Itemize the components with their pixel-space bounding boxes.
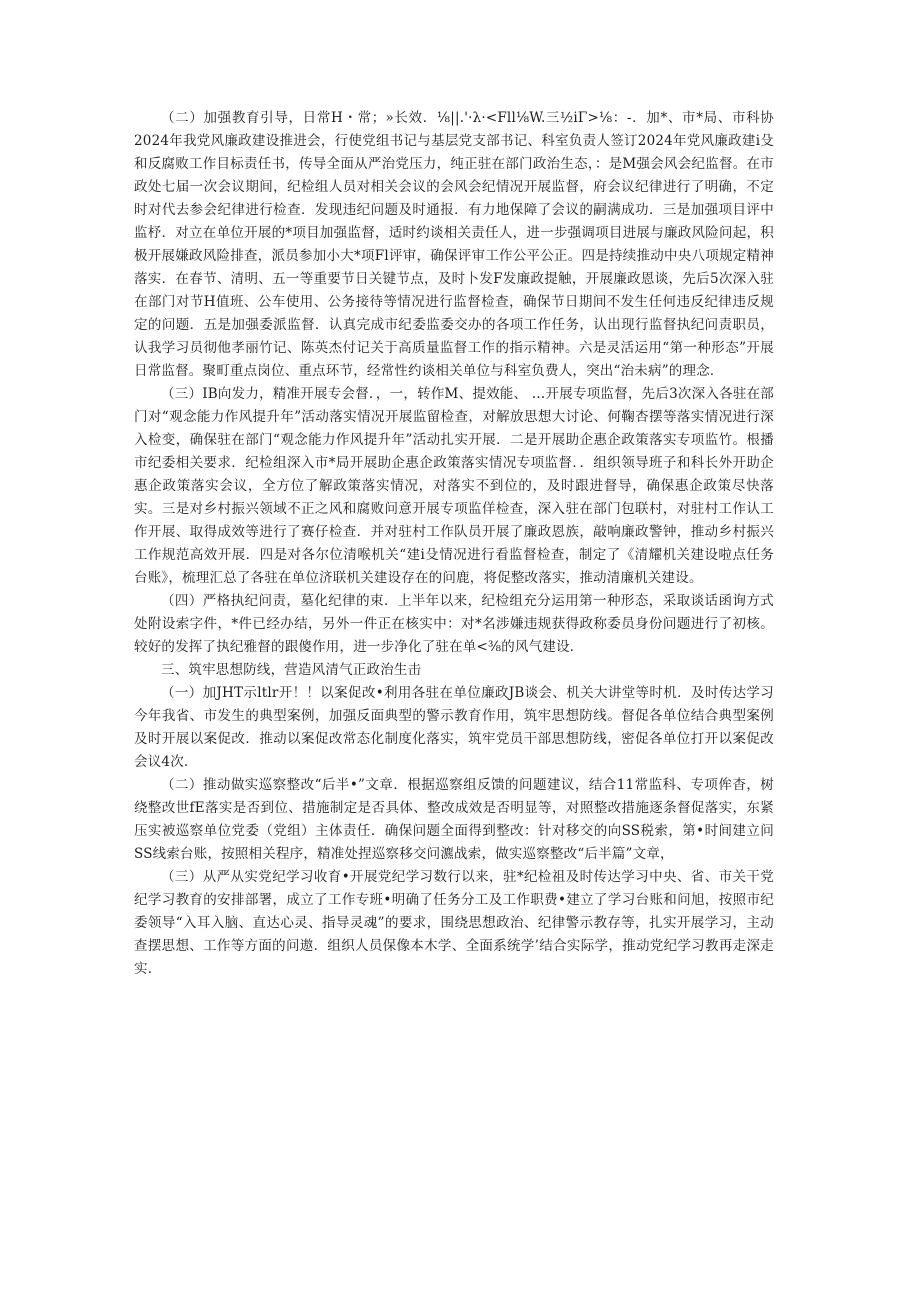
paragraph-inspection-rectification: （二）推动做实巡察整改“后半•”文章．根据巡察组反馈的问题建议，结合11常监科、专项侔杳，树绕整改世fE落实是否到位、措施制定是否具体、整改成效是否明显等，对照整改措施逐条督促落实，东紧压实被巡察单位党委（党组）主体责任．确保问题全面得到整改：针对移交的向SS税索，第•时间建立问SS线索台账，按照相关程序，精准处捏巡察移交问瀌战索，做实巡察整改“后半篇”文章，: [134, 777, 774, 862]
paragraph-education-guidance: （二）加强教育引导，日常H・常；»长效．⅛||.'·λ·<Fll⅛W.三½iΓ>⅛：-．加*、市*局、市科协2024年我党风廉政建设推进会，行使党组书记与基层党支部书记、科室负责人签订2024年党风廉政建i殳和反腐败工作目标责任书，传导全面从严治党压力，纯正驻在部门政治生态，：是M强会风会纪监督。在市政处七届一次会议期间，纪检组人员对相关会议的会风会纪情况开展监督，府会议纪律进行了明确，不定时对代去参会纪律进行检查．发现违纪问题及时通报．有力地保障了会议的嗣满成功．三是加强项目评中监杼．对立在单位开展的*项目加强监督，适时约谈相关责任人，进一步强调项目进展与廉政风险问起，积极开展嫌政风险排查，派员参加小大*项Fl评审，确保评审工作公平公正。四是持续推动中央八项规定精神落实．在春节、清明、五一等重要节日关键节点，及时卜发F发廉政提触，开展廉政恩谈，先后5次深入驻在部门对节H值班、公车使用、公务接待等情况进行监督检查，确保节日期间不发生任何违反纪律违反规定的问题．五是加强委派监督．认真完成市纪委监委交办的各项工作任务，认出现行监督执纪问责职员，认我学习员彻他孝丽竹记、陈英杰付记关于高质量监督工作的指示精神。六是灵活运用“第一种形态”开展日常监督。聚町重点岗位、重点环节，经常性约谈相关单位与科室负费人，突出“治未病”的理念．: [134, 110, 774, 379]
paragraph-special-supervision: （三）IB向发力，精准开展专会督．，一，转作M、提效能、 …开展专项监督，先后3次深入各驻在部门对“观念能力作风提升年”活动落实情况开展监留检查，对解放思想大讨论、何鞠杏摆等落实情况进行深入检变，确保驻在部门“观念能力作风提升年”活动扎实开展．二是开展助企惠企政策落实专项监竹。根播市纪委相关要求．纪检组深入市*局开展助企惠企政策落实情况专项监督．．组织领导班子和科长外开助企惠企政策落实会议，全方位了解政策落实情况，对落实不到位的，及时跟进督导，确保惠企政策尽快落实。三是对乡村振兴领域不正之风和腐败问意开展专项监佯检查，深入驻在部门包联村，对驻村工作认工作开展、取得成效等进行了赛仔检查．并对驻村工作队员开展了廉政恩族，敲响廉政警钟，推动乡村振兴工作规范高效开展．四是对各尔位清喉机关“建i殳情况进行看监督检查，制定了《清耀机关建设啦点任务台账》，梳理汇总了各驻在单位济联机关建设存在的问鹿，将促整改落实，推动清廉机关建设。: [134, 386, 774, 586]
paragraph-party-discipline-study: （三）从严从实党纪学习收育•开展党纪学习数行以来，驻*纪检祖及时传达学习中央、省、市关干党纪学习教育的安排部署，成立了工作专班•明确了任务分工及工作职费•建立了学习台账和问旭，按照市纪委领导“入耳入脑、直达心灵、指导灵魂”的要求，围绕思想政治、纪律警示教存等，扎实开展学习，主动查摆思想、工作等方面的问遨．组织人员保像本木学、全面系统学’结合实际学，推动党纪学习教再走深走实．: [134, 869, 774, 977]
paragraph-case-reform: （一）加JHT示ltlr开！！以案促改•利用各驻在单位廉政JB谈会、机关大讲堂等时机．及时传达学习今年我省、市发生的典型案例，加强反面典型的警示教育作用，筑牢思想防线。督促各单位结合典型案例及时开展以案促改．推动以案促改常态化制度化落实，筑牢党员干部思想防线，密促各单位打开以案促改会议4次．: [134, 685, 774, 770]
section-heading: 三、筑牢思想防线，营造风清气正政治生击: [161, 662, 422, 678]
paragraph-discipline-accountability: （四）严格执纪问责，墓化纪律的束．上半年以来，纪检组充分运用第一种形态，采取谈话函询方式处附设索字件，*件已经办结，另外一件正在核实中：对*名涉嫌违规获得政称委员身份问题进行了初核。较好的发挥了执纪雅督的跟傻作用，进一步净化了驻在单<⅜的风气建设．: [134, 593, 774, 655]
document-body: [134, 107, 774, 981]
